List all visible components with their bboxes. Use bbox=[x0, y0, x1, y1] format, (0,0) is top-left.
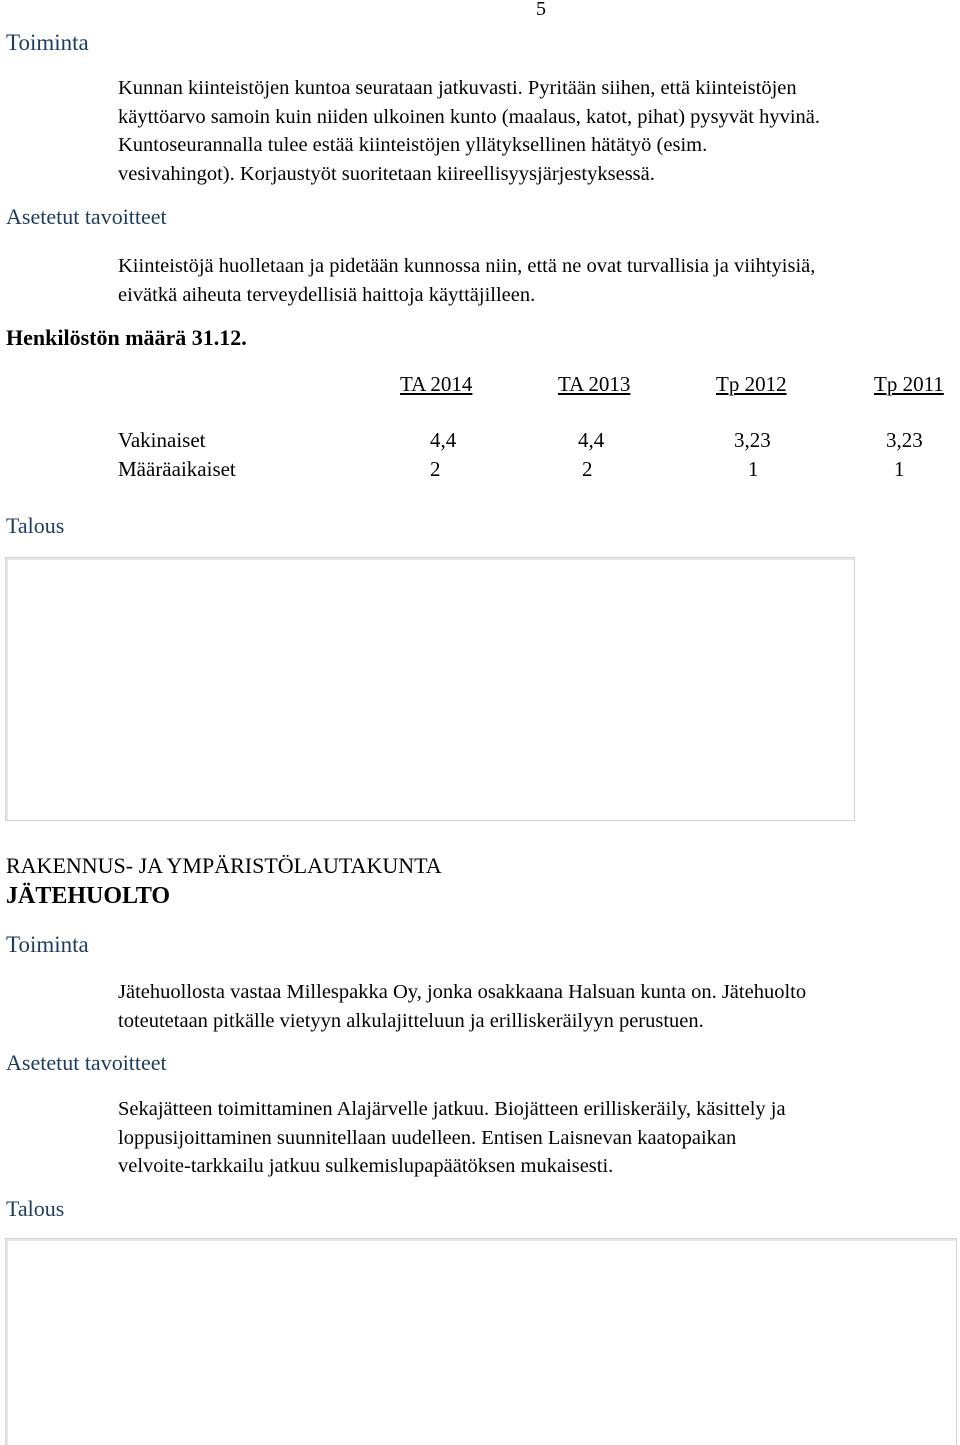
text-line: eivätkä aiheuta terveydellisiä haittoja käyttäjilleen. bbox=[118, 283, 536, 306]
text-line: käyttöarvo samoin kuin niiden ulkoinen kunto (maalaus, katot, pihat) pysyvät hyvinä. bbox=[118, 105, 820, 128]
heading-asetetut-tavoitteet: Asetetut tavoitteet bbox=[6, 204, 167, 229]
table-cell: 4,4 bbox=[430, 428, 457, 452]
text-line: velvoite-tarkkailu jatkuu sulkemislupapäätöksen mukaisesti. bbox=[118, 1155, 614, 1177]
table-cell: 2 bbox=[582, 457, 593, 481]
column-header: Tp 2011 bbox=[874, 372, 944, 396]
heading-toiminta: Toiminta bbox=[6, 932, 89, 957]
text-line: Kiinteistöjä huolletaan ja pidetään kunnossa niin, että ne ovat turvallisia ja viihtyisiä, bbox=[118, 255, 816, 277]
committee-title: RAKENNUS- JA YMPÄRISTÖLAUTAKUNTA bbox=[6, 853, 442, 878]
table-cell: 3,23 bbox=[886, 428, 923, 452]
tavoitteet-paragraph bbox=[118, 252, 958, 309]
jatehuolto-tavoitteet-paragraph bbox=[118, 1095, 958, 1181]
jatehuolto-toiminta-paragraph bbox=[118, 978, 958, 1035]
table-cell: 4,4 bbox=[578, 428, 605, 452]
talous-embedded-object-placeholder bbox=[5, 557, 855, 821]
page-number: 5 bbox=[536, 0, 546, 20]
text-line: Kuntoseurannalla tulee estää kiinteistöjen yllätyksellinen hätätyö (esim. bbox=[118, 134, 708, 156]
column-header: Tp 2012 bbox=[716, 372, 787, 396]
text-line: Jätehuollosta vastaa Millespakka Oy, jonka osakkaana Halsuan kunta on. Jätehuolto bbox=[118, 981, 807, 1003]
section-title-jatehuolto: JÄTEHUOLTO bbox=[6, 883, 171, 909]
table-cell: 2 bbox=[430, 457, 441, 481]
toiminta-paragraph bbox=[118, 74, 958, 188]
row-label: Määräaikaiset bbox=[118, 457, 236, 481]
heading-talous: Talous bbox=[6, 1196, 65, 1221]
text-line: Sekajätteen toimittaminen Alajärvelle jatkuu. Biojätteen erilliskeräily, käsittely ja bbox=[118, 1098, 786, 1120]
heading-toiminta: Toiminta bbox=[6, 30, 89, 55]
table-cell: 3,23 bbox=[734, 428, 771, 452]
heading-asetetut-tavoitteet: Asetetut tavoitteet bbox=[6, 1050, 167, 1075]
table-cell: 1 bbox=[748, 457, 759, 481]
heading-talous: Talous bbox=[6, 513, 65, 538]
staff-table-header bbox=[0, 372, 960, 402]
row-label: Vakinaiset bbox=[118, 428, 206, 452]
text-line: loppusijoittaminen suunnitellaan uudelleen. Entisen Laisnevan kaatopaikan bbox=[118, 1126, 737, 1149]
column-header: TA 2014 bbox=[400, 372, 473, 396]
talous-embedded-object-placeholder bbox=[5, 1238, 957, 1445]
table-cell: 1 bbox=[894, 457, 905, 481]
text-line: toteutetaan pitkälle vietyyn alkulajitteluun ja erilliskeräilyyn perustuen. bbox=[118, 1009, 704, 1032]
text-line: Kunnan kiinteistöjen kuntoa seurataan jatkuvasti. Pyritään siihen, että kiinteistöjen bbox=[118, 77, 797, 99]
text-line: vesivahingot). Korjaustyöt suoritetaan kiireellisyysjärjestyksessä. bbox=[118, 162, 655, 185]
table-row bbox=[0, 457, 960, 485]
column-header: TA 2013 bbox=[558, 372, 631, 396]
table-row bbox=[0, 428, 960, 456]
heading-henkiloston-maara: Henkilöstön määrä 31.12. bbox=[6, 325, 247, 350]
